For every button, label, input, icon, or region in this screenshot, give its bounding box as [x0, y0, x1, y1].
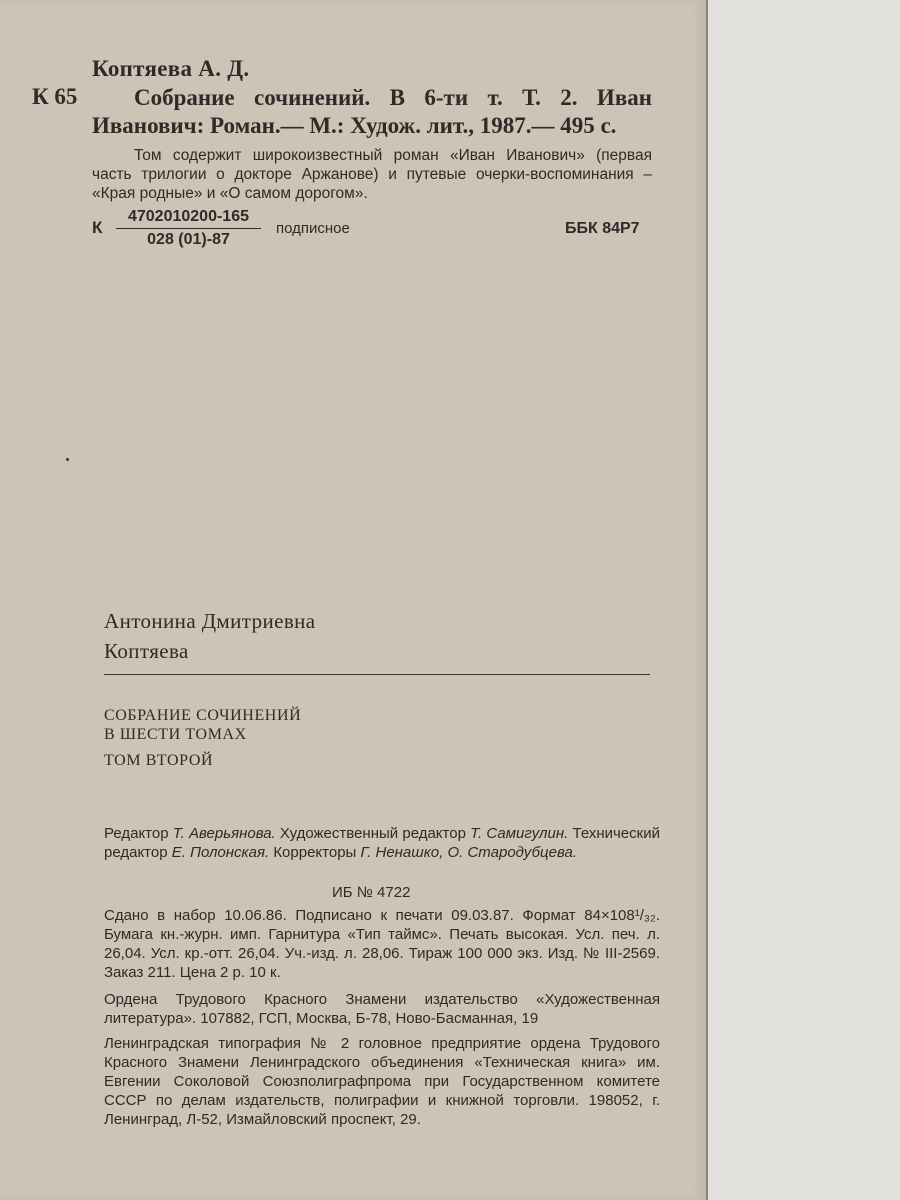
proofreaders-label: Корректоры — [273, 844, 357, 861]
bbk-code: ББК 84Р7 — [565, 220, 640, 237]
author-heading: Коптяева А. Д. — [92, 56, 250, 81]
print-imprint: Сдано в набор 10.06.86. Подписано к печати 09.03.87. Формат 84×108¹/₃₂. Бумага кн.-журн. имп. Гарнитура «Тип таймс». Печать высокая. Усл. печ. л. 26,04. Усл. кр.-отт. 26,04. Уч.-изд. л. 28,06. Тираж 100 000 экз. Изд. № III-2569. Заказ 211. Цена 2 р. 10 к. — [104, 907, 660, 981]
author-last-name: Коптяева — [104, 639, 189, 663]
adjacent-page — [706, 0, 900, 1200]
volume-title: ТОМ ВТОРОЙ — [104, 752, 214, 769]
editor-label: Редактор — [104, 825, 169, 842]
isbn-numerator: 4702010200-165 — [127, 208, 249, 225]
editor-name: Т. Аверьянова. — [172, 825, 276, 842]
ink-speck — [66, 458, 69, 461]
collection-line-2: В ШЕСТИ ТОМАХ — [104, 726, 247, 743]
annotation: Том содержит широкоизвестный роман «Иван Иванович» (первая часть трилогии о докторе Аржанове) и путевые очерки-воспоминания – «Края родные» и «О самом дорогом». — [92, 147, 652, 202]
editorial-credits — [104, 824, 660, 862]
classification-code: К 65 — [32, 84, 78, 109]
divider-rule — [104, 674, 650, 675]
proofreaders-names: Г. Ненашко, О. Стародубцева. — [360, 844, 577, 861]
printer-info: Ленинградская типография № 2 головное предприятие ордена Трудового Красного Знамени Ленинградского объединения «Техническая книга» им. Евгении Соколовой Союзполиграфпрома при Государственном комитете СССР по делам издательств, полиграфии и книжной торговли. 198052, г. Ленинград, Л-52, Измайловский проспект, 29. — [104, 1035, 660, 1128]
art-editor-label: Художественный редактор — [279, 825, 466, 842]
publisher-info: Ордена Трудового Красного Знамени издательство «Художественная литература». 107882, ГСП, Москва, Б-78, Ново-Басманная, 19 — [104, 991, 660, 1027]
isbn-letter: К — [92, 218, 103, 237]
tech-editor-name: Е. Полонская. — [171, 844, 270, 861]
isbn-fraction — [116, 206, 261, 251]
author-first-name: Антонина Дмитриевна — [104, 609, 316, 633]
bibliographic-description: Собрание сочинений. В 6-ти т. Т. 2. Иван Иванович: Роман.— М.: Худож. лит., 1987.— 495 с. — [92, 85, 652, 138]
subscription-note: подписное — [276, 220, 350, 237]
isbn-denominator: 028 (01)-87 — [116, 228, 261, 251]
ib-number: ИБ № 4722 — [332, 884, 411, 901]
art-editor-name: Т. Самигулин. — [470, 825, 569, 842]
author-full-name — [104, 606, 316, 666]
collection-line-1: СОБРАНИЕ СОЧИНЕНИЙ — [104, 707, 302, 724]
collection-title — [104, 706, 301, 744]
tech-editor-label: Технический редактор — [104, 825, 660, 861]
